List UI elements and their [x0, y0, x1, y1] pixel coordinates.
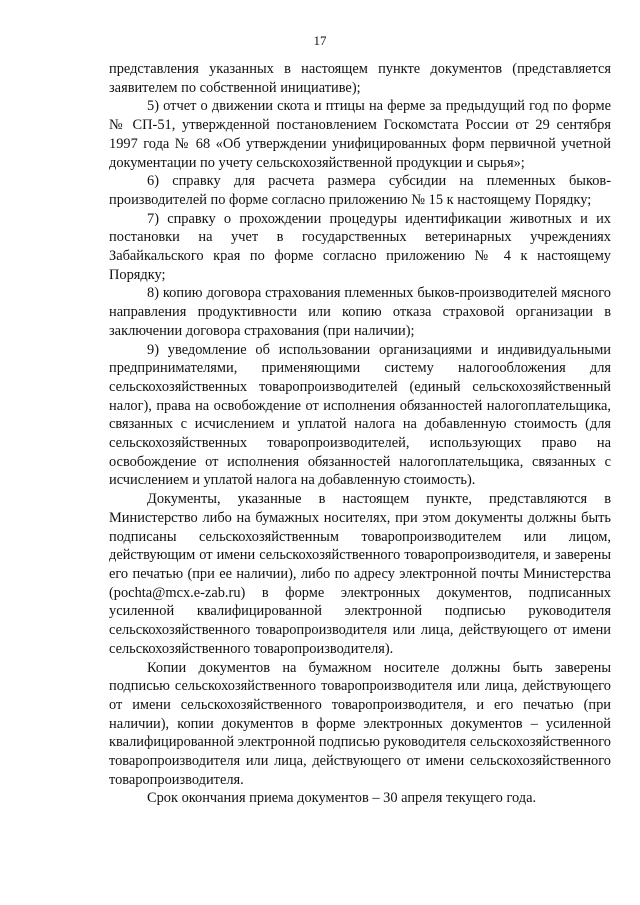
paragraph-submission-methods: Документы, указанные в настоящем пункте, представляются в Министерство либо на бумажных носителях, при этом документы должны быть подписаны сельскохозяйственным товаропроизводителем или лицом, действующим от имени сельскохозяйственного товаропроизводителя, и заверены его печатью (при ее наличии), либо по адресу электронной почты Министерства (pochta@mcx.e-zab.ru) в форме электронных документов, подписанных усиленной квалифицированной электронной подписью руководителя сельскохозяйственного товаропроизводителя или лица, действующего от имени сельскохозяйственного товаропроизводителя). — [109, 491, 611, 657]
paragraph-item-6: 6) справку для расчета размера субсидии на племенных быков-производителей по форме согласно приложению № 15 к настоящему Порядку; — [109, 173, 611, 208]
paragraph-item-9: 9) уведомление об использовании организациями и индивидуальными предпринимателями, применяющими систему налогообложения для сельскохозяйственных товаропроизводителей (единый сельскохозяйственный налог), права на освобождение от исполнения обязанностей налогоплательщика, связанных с исчислением и уплатой налога на добавленную стоимость (для сельскохозяйственных товаропроизводителей, использующих право на освобождение от исполнения обязанностей налогоплательщика, связанных с исчислением и уплатой налога на добавленную стоимость). — [109, 341, 611, 489]
paragraph-continuation: представления указанных в настоящем пункте документов (представляется заявителем по собственной инициативе); — [109, 61, 611, 96]
paragraph-deadline: Срок окончания приема документов – 30 апреля текущего года. — [147, 790, 537, 807]
paragraph-item-8: 8) копию договора страхования племенных быков-производителей мясного направления продуктивности или копию отказа страховой организации в заключении договора страхования (при наличии); — [109, 285, 611, 339]
paragraph-item-5: 5) отчет о движении скота и птицы на ферме за предыдущий год по форме № СП-51, утвержденной постановлением Госкомстата России от 29 сентября 1997 года № 68 «Об утверждении унифицированных форм первичной учетной документации по учету сельскохозяйственной продукции и сырья»; — [109, 98, 611, 171]
document-body — [109, 60, 611, 808]
paragraph-copies-certification: Копии документов на бумажном носителе должны быть заверены подписью сельскохозяйственного товаропроизводителя или лица, действующего от имени сельскохозяйственного товаропроизводителя, и его печатью (при наличии), копии документов в форме электронных документов – усиленной квалифицированной электронной подписью руководителя сельскохозяйственного товаропроизводителя или лица, действующего от имени сельскохозяйственного товаропроизводителя. — [109, 659, 611, 788]
page-number: 17 — [313, 33, 327, 48]
paragraph-item-7: 7) справку о прохождении процедуры идентификации животных и их постановки на учет в государственных ветеринарных учреждениях Забайкальского края по форме согласно приложению № 4 к настоящему Порядку; — [109, 210, 611, 283]
